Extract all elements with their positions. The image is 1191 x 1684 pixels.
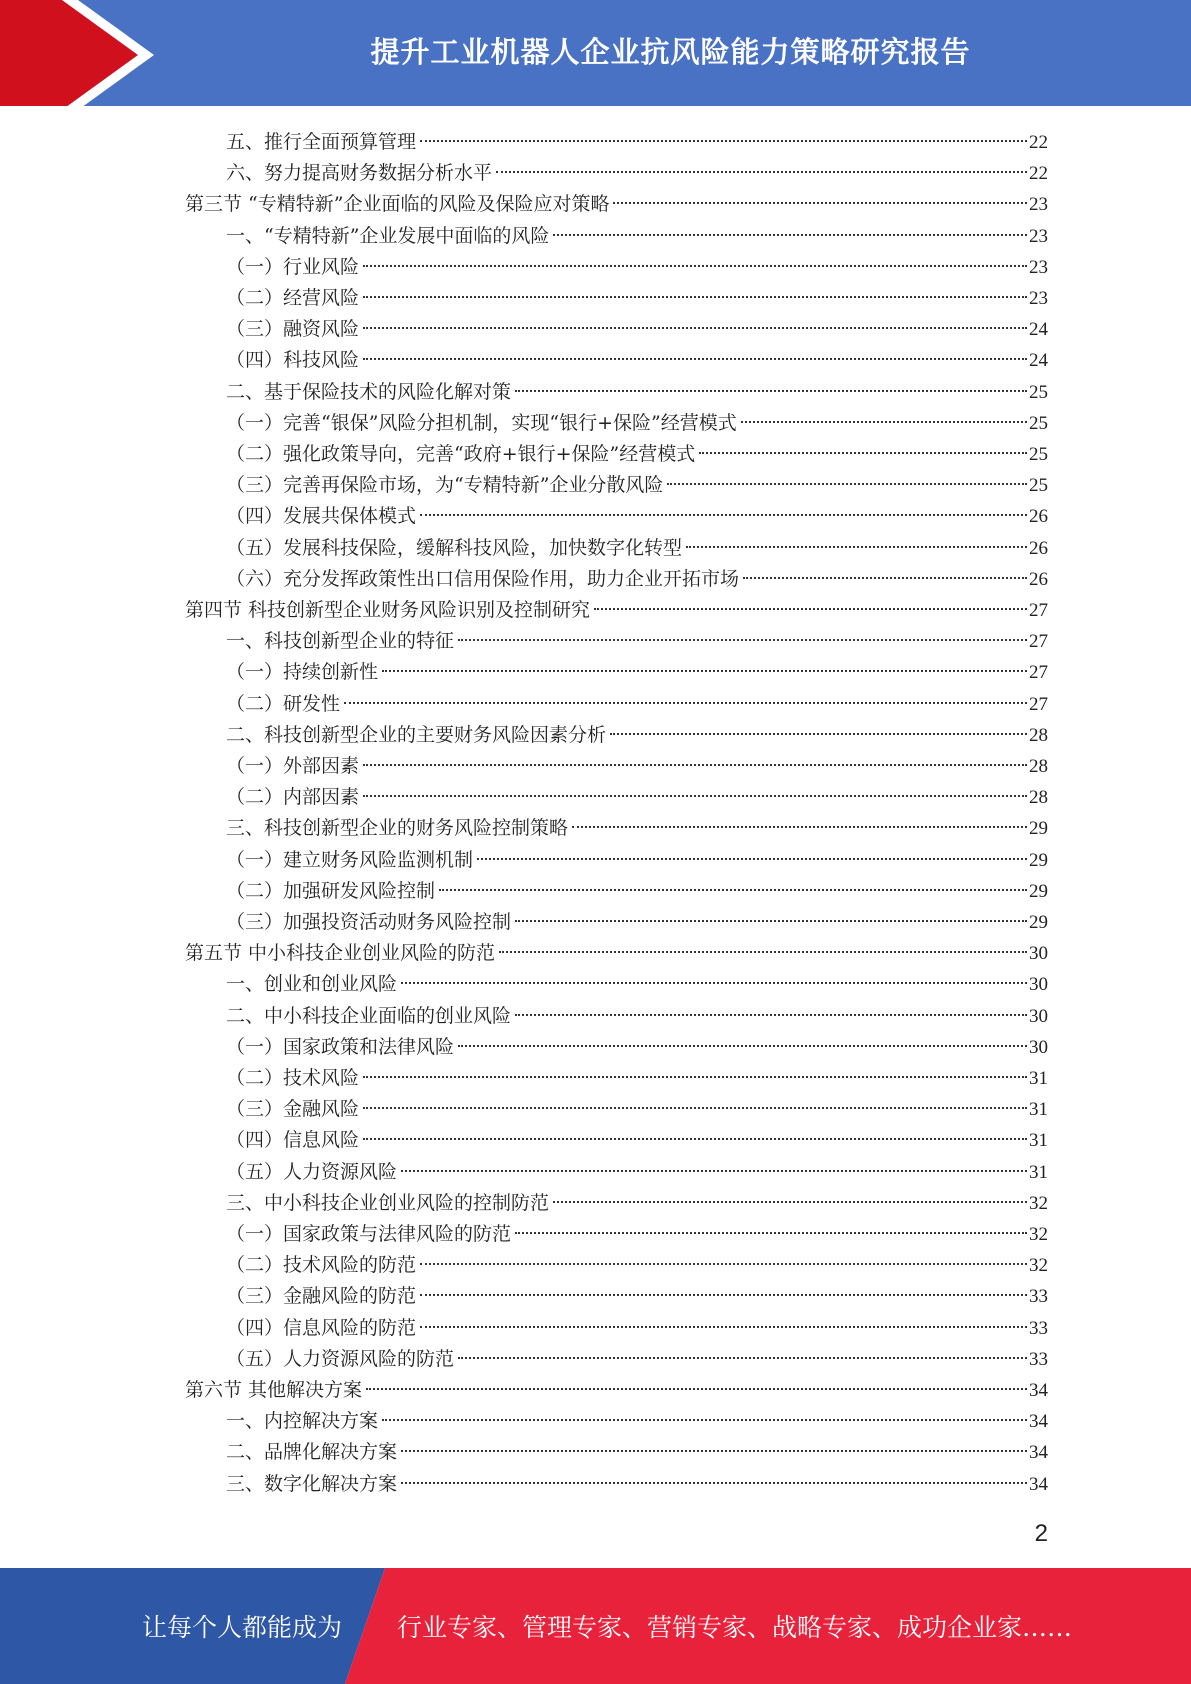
toc-entry-page: 27 <box>1029 631 1048 653</box>
toc-entry-page: 27 <box>1029 693 1048 715</box>
toc-leader-dots <box>363 296 1027 298</box>
toc-entry[interactable] <box>226 252 1048 283</box>
toc-entry-page: 28 <box>1029 724 1048 746</box>
toc-leader-dots <box>499 951 1027 953</box>
toc-entry-label: 一、内控解决方案 <box>226 1410 379 1433</box>
toc-entry-label: （二）技术风险的防范 <box>226 1254 417 1277</box>
toc-entry[interactable] <box>185 938 1048 969</box>
toc-entry-label: 第六节 其他解决方案 <box>185 1379 363 1401</box>
toc-leader-dots <box>363 1076 1027 1078</box>
toc-leader-dots <box>439 889 1027 891</box>
toc-entry[interactable] <box>226 221 1048 252</box>
toc-entry[interactable] <box>226 907 1048 938</box>
toc-entry-page: 22 <box>1029 132 1048 153</box>
toc-entry-page: 33 <box>1029 1317 1048 1339</box>
toc-leader-dots <box>363 265 1027 267</box>
toc-entry-page: 32 <box>1029 1192 1048 1214</box>
header-band <box>0 0 1191 110</box>
toc-entry-label: 三、数字化解决方案 <box>226 1472 398 1495</box>
toc-leader-dots <box>363 1138 1027 1140</box>
toc-entry-page: 30 <box>1029 1005 1048 1027</box>
toc-entry-label: （四）信息风险 <box>226 1129 360 1152</box>
toc-entry[interactable] <box>226 501 1048 532</box>
toc-leader-dots <box>401 1170 1027 1172</box>
toc-entry[interactable] <box>226 626 1048 657</box>
toc-entry[interactable] <box>226 1406 1048 1437</box>
toc-leader-dots <box>420 1263 1027 1265</box>
toc-entry-page: 28 <box>1029 756 1048 777</box>
toc-entry[interactable] <box>226 1281 1048 1312</box>
toc-entry-label: （一）完善“银保”风险分担机制，实现“银行+保险”经营模式 <box>226 411 737 434</box>
toc-entry-page: 34 <box>1029 1473 1048 1495</box>
toc-entry-page: 27 <box>1029 662 1048 684</box>
toc-entry[interactable] <box>226 1219 1048 1250</box>
toc-entry-page: 31 <box>1029 1099 1048 1121</box>
toc-entry-label: （二）技术风险 <box>226 1067 360 1089</box>
toc-leader-dots <box>477 858 1027 860</box>
toc-entry-page: 33 <box>1029 1348 1048 1370</box>
toc-leader-dots <box>363 795 1027 797</box>
toc-leader-dots <box>553 234 1027 236</box>
toc-entry[interactable] <box>226 969 1048 1000</box>
toc-entry-label: （一）外部因素 <box>226 755 360 777</box>
toc-entry-label: （一）行业风险 <box>226 255 360 278</box>
toc-entry-label: （三）金融风险 <box>226 1098 360 1121</box>
toc-entry[interactable] <box>226 283 1048 314</box>
toc-leader-dots <box>741 421 1027 423</box>
toc-entry-label: 第五节 中小科技企业创业风险的防范 <box>185 942 496 965</box>
toc-entry-page: 34 <box>1029 1380 1048 1401</box>
document-title: 提升工业机器人企业抗风险能力策略研究报告 <box>370 34 971 69</box>
toc-leader-dots <box>458 1045 1027 1047</box>
toc-leader-dots <box>363 358 1027 360</box>
toc-entry-label: （二）经营风险 <box>226 287 360 309</box>
toc-entry-page: 30 <box>1029 974 1048 996</box>
toc-entry-label: （四）信息风险的防范 <box>226 1316 417 1339</box>
toc-entry-page: 24 <box>1029 319 1048 341</box>
toc-leader-dots <box>458 1357 1027 1359</box>
toc-entry[interactable] <box>226 1469 1048 1500</box>
footer-slogan-right: 行业专家、管理专家、营销专家、战略专家、成功企业家…… <box>397 1613 1073 1642</box>
toc-entry-page: 26 <box>1029 537 1048 559</box>
toc-entry[interactable] <box>226 408 1048 439</box>
toc-entry[interactable] <box>226 377 1048 408</box>
toc-entry-label: 二、基于保险技术的风险化解对策 <box>226 380 512 403</box>
page-number: 2 <box>1034 1520 1048 1547</box>
toc-entry[interactable] <box>226 158 1048 189</box>
toc-entry-label: 三、中小科技企业创业风险的控制防范 <box>226 1191 550 1214</box>
toc-entry-label: （三）融资风险 <box>226 318 360 341</box>
toc-entry-label: （一）国家政策和法律风险 <box>226 1035 455 1058</box>
toc-leader-dots <box>515 1014 1027 1016</box>
footer-band <box>0 1568 1191 1684</box>
toc-entry-label: 第三节 “专精特新”企业面临的风险及保险应对策略 <box>185 193 610 216</box>
toc-entry[interactable] <box>226 1437 1048 1468</box>
toc-entry-label: （一）国家政策与法律风险的防范 <box>226 1223 512 1245</box>
toc-entry-label: 六、努力提高财务数据分析水平 <box>226 162 493 185</box>
toc-entry[interactable] <box>226 1344 1048 1375</box>
toc-entry-page: 25 <box>1029 412 1048 434</box>
toc-entry-page: 23 <box>1029 288 1048 309</box>
toc-leader-dots <box>420 1294 1027 1296</box>
toc-entry[interactable] <box>226 1313 1048 1344</box>
toc-entry-page: 34 <box>1029 1411 1048 1433</box>
toc-leader-dots <box>366 1388 1027 1390</box>
toc-entry[interactable] <box>226 439 1048 470</box>
toc-entry-label: 一、“专精特新”企业发展中面临的风险 <box>226 224 550 247</box>
toc-leader-dots <box>382 670 1027 672</box>
toc-leader-dots <box>401 1450 1027 1452</box>
toc-entry[interactable] <box>226 1094 1048 1125</box>
toc-entry[interactable] <box>226 689 1048 720</box>
toc-entry[interactable] <box>226 813 1048 844</box>
toc-entry-page: 24 <box>1029 350 1048 372</box>
toc-entry-page: 22 <box>1029 163 1048 185</box>
toc-leader-dots <box>613 202 1027 204</box>
toc-entry-page: 25 <box>1029 444 1048 465</box>
toc-entry[interactable] <box>226 751 1048 782</box>
toc-entry-label: （二）加强研发风险控制 <box>226 879 436 902</box>
toc-entry-page: 23 <box>1029 194 1048 216</box>
toc-entry-page: 29 <box>1029 818 1048 840</box>
toc-entry-label: （二）研发性 <box>226 692 341 715</box>
toc-entry-page: 31 <box>1029 1068 1048 1089</box>
toc-leader-dots <box>363 764 1027 766</box>
toc-entry-label: 二、中小科技企业面临的创业风险 <box>226 1004 512 1027</box>
toc-leader-dots <box>363 1107 1027 1109</box>
toc-entry-page: 23 <box>1029 225 1048 247</box>
toc-entry-page: 26 <box>1029 568 1048 590</box>
toc-entry[interactable] <box>226 1032 1048 1063</box>
toc-entry-label: 二、科技创新型企业的主要财务风险因素分析 <box>226 723 607 746</box>
toc-entry-label: （五）人力资源风险的防范 <box>226 1347 455 1370</box>
toc-entry-page: 32 <box>1029 1224 1048 1245</box>
toc-entry[interactable] <box>226 1250 1048 1281</box>
toc-entry-page: 25 <box>1029 381 1048 403</box>
toc-entry[interactable] <box>226 314 1048 345</box>
toc-entry[interactable] <box>226 345 1048 376</box>
toc-leader-dots <box>572 826 1027 828</box>
toc-entry[interactable] <box>226 845 1048 876</box>
toc-leader-dots <box>344 702 1027 704</box>
toc-entry-page: 31 <box>1029 1161 1048 1183</box>
toc-leader-dots <box>363 327 1027 329</box>
toc-entry-page: 32 <box>1029 1255 1048 1277</box>
toc-entry[interactable] <box>226 720 1048 751</box>
toc-entry-label: （一）持续创新性 <box>226 661 379 684</box>
toc-leader-dots <box>496 171 1027 173</box>
toc-entry-label: （四）科技风险 <box>226 349 360 372</box>
toc-entry-page: 26 <box>1029 506 1048 528</box>
toc-entry-page: 29 <box>1029 849 1048 871</box>
toc-entry[interactable] <box>185 1375 1048 1406</box>
toc-entry-label: （五）发展科技保险，缓解科技风险，加快数字化转型 <box>226 536 683 559</box>
toc-leader-dots <box>420 140 1027 142</box>
toc-entry-page: 30 <box>1029 943 1048 965</box>
toc-entry-page: 34 <box>1029 1442 1048 1464</box>
toc-entry-page: 25 <box>1029 475 1048 497</box>
toc-leader-dots <box>553 1201 1027 1203</box>
toc-leader-dots <box>610 733 1027 735</box>
toc-leader-dots <box>401 1482 1027 1484</box>
toc-entry-label: （二）强化政策导向，完善“政府+银行+保险”经营模式 <box>226 443 696 465</box>
toc-leader-dots <box>594 608 1027 610</box>
toc-leader-dots <box>382 1419 1027 1421</box>
toc-entry-label: （三）完善再保险市场，为“专精特新”企业分散风险 <box>226 474 664 497</box>
toc-leader-dots <box>515 920 1027 922</box>
toc-leader-dots <box>686 546 1027 548</box>
toc-entry[interactable] <box>226 564 1048 595</box>
toc-entry-page: 29 <box>1029 880 1048 902</box>
toc-leader-dots <box>401 982 1027 984</box>
toc-entry[interactable] <box>226 1063 1048 1094</box>
toc-entry-page: 29 <box>1029 912 1048 933</box>
toc-leader-dots <box>420 514 1027 516</box>
toc-leader-dots <box>743 577 1027 579</box>
toc-entry[interactable] <box>185 189 1048 220</box>
toc-entry-label: 一、科技创新型企业的特征 <box>226 630 455 653</box>
toc-entry[interactable] <box>226 1157 1048 1188</box>
toc-entry-label: 二、品牌化解决方案 <box>226 1441 398 1464</box>
toc-leader-dots <box>420 1326 1027 1328</box>
toc-entry[interactable] <box>226 657 1048 688</box>
toc-entry[interactable] <box>226 1188 1048 1219</box>
toc-leader-dots <box>515 390 1027 392</box>
toc-entry-label: （三）加强投资活动财务风险控制 <box>226 911 512 933</box>
toc-entry-label: 第四节 科技创新型企业财务风险识别及控制研究 <box>185 599 591 621</box>
toc-entry-label: （六）充分发挥政策性出口信用保险作用，助力企业开拓市场 <box>226 567 740 590</box>
toc-entry-label: 五、推行全面预算管理 <box>226 131 417 153</box>
toc-entry[interactable] <box>226 1125 1048 1156</box>
toc-leader-dots <box>458 639 1027 641</box>
toc-entry[interactable] <box>226 1001 1048 1032</box>
toc-entry[interactable] <box>226 127 1048 158</box>
toc-entry-label: 三、科技创新型企业的财务风险控制策略 <box>226 817 569 840</box>
toc-entry-label: （五）人力资源风险 <box>226 1160 398 1183</box>
toc-entry-label: （一）建立财务风险监测机制 <box>226 848 474 871</box>
toc-entry-page: 28 <box>1029 787 1048 809</box>
toc-entry[interactable] <box>226 876 1048 907</box>
toc-entry-label: 一、创业和创业风险 <box>226 973 398 996</box>
toc-entry-label: （二）内部因素 <box>226 786 360 809</box>
toc-leader-dots <box>699 452 1027 454</box>
toc-entry-label: （四）发展共保体模式 <box>226 505 417 528</box>
toc-entry-page: 27 <box>1029 600 1048 621</box>
toc-entry[interactable] <box>226 782 1048 813</box>
toc-entry[interactable] <box>226 470 1048 501</box>
toc-entry-page: 23 <box>1029 256 1048 278</box>
toc-entry[interactable] <box>226 533 1048 564</box>
toc-entry[interactable] <box>185 595 1048 626</box>
toc-entry-page: 33 <box>1029 1286 1048 1308</box>
toc-leader-dots <box>667 483 1027 485</box>
toc-entry-label: （三）金融风险的防范 <box>226 1285 417 1308</box>
footer-slogan-left: 让每个人都能成为 <box>142 1613 343 1642</box>
toc-entry-page: 31 <box>1029 1130 1048 1152</box>
toc-leader-dots <box>515 1232 1027 1234</box>
toc-entry-page: 30 <box>1029 1036 1048 1058</box>
